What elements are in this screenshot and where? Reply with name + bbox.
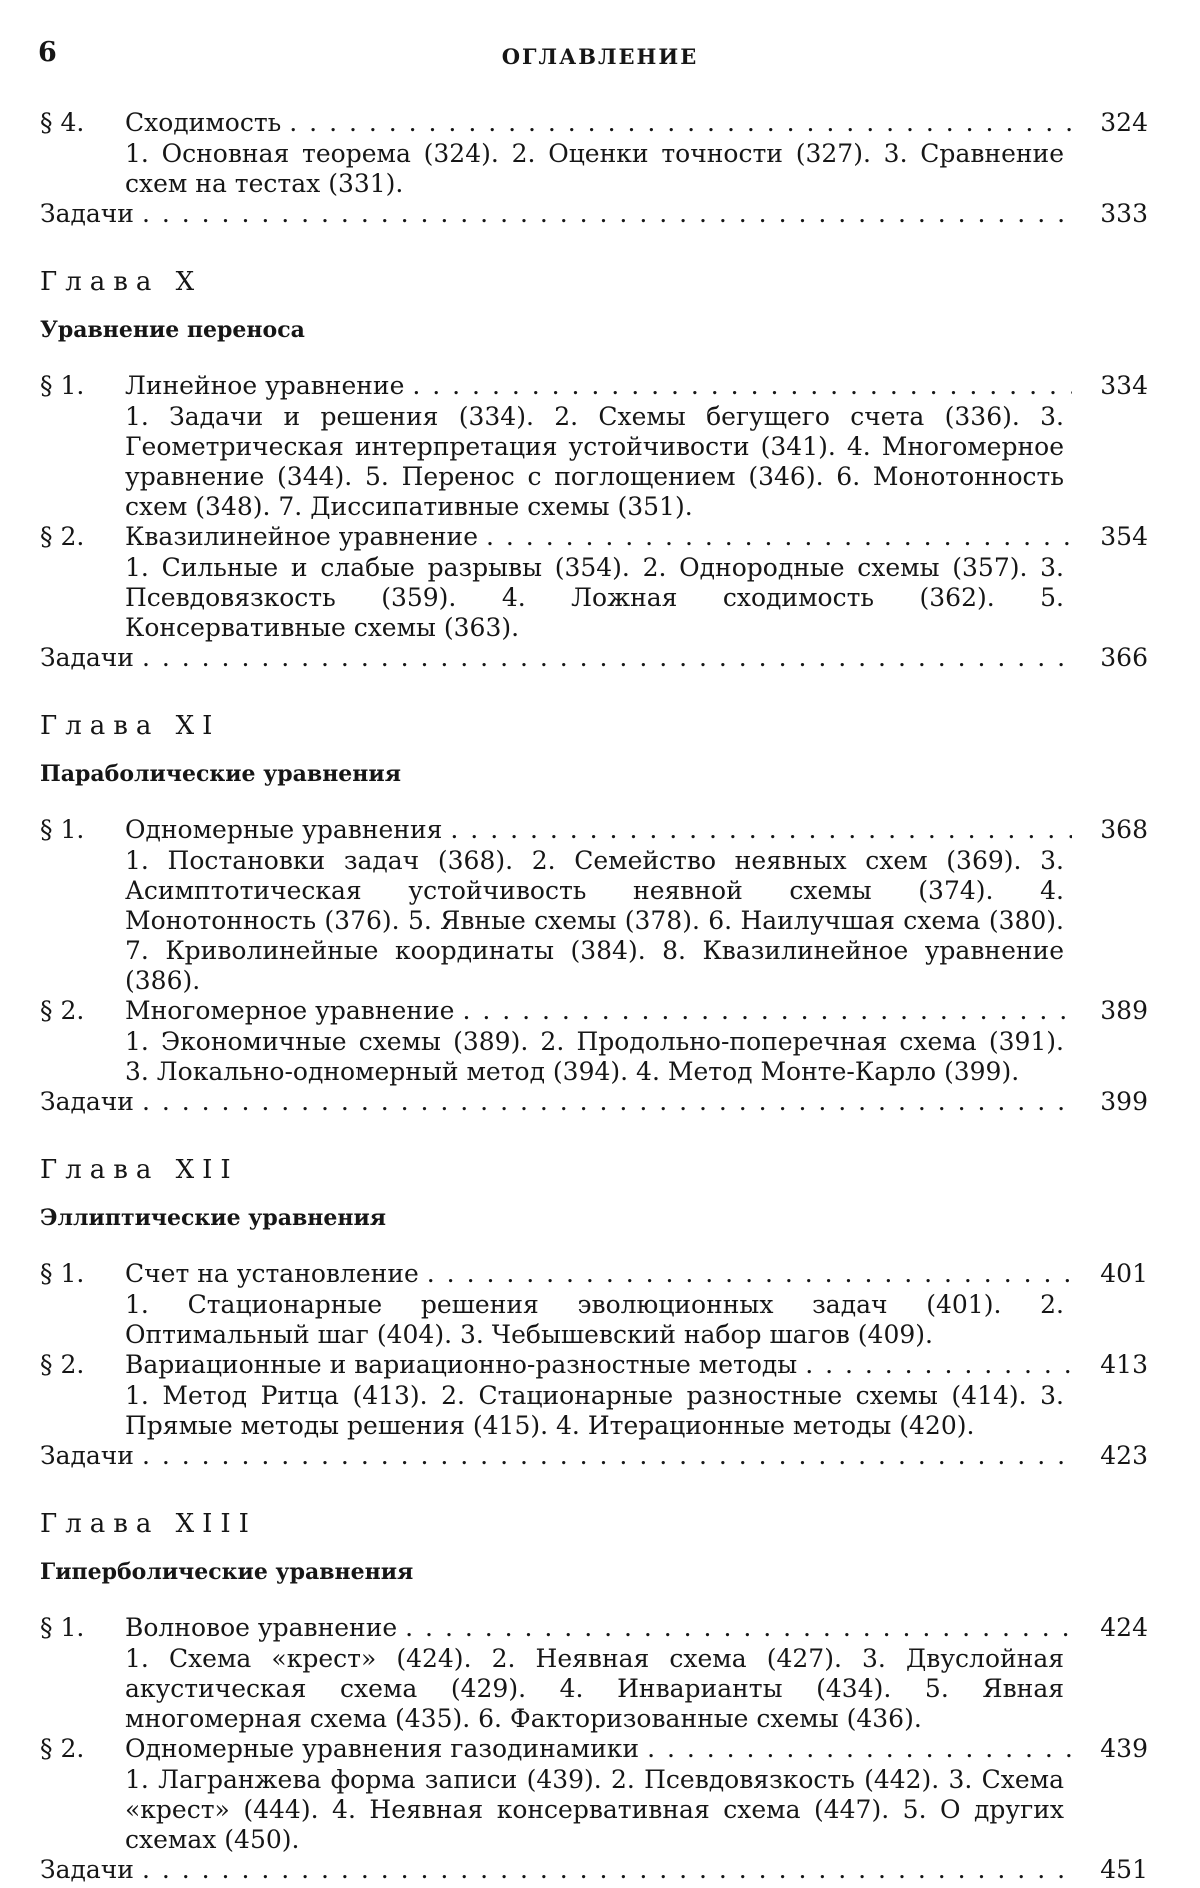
chapter-title: Гиперболические уравнения	[40, 1559, 414, 1585]
toc-section-row	[40, 1613, 1148, 1643]
section-page: 389	[1100, 996, 1148, 1025]
chapter-title: Параболические уравнения	[40, 761, 401, 787]
section-page: 324	[1100, 108, 1148, 137]
section-number: § 1.	[40, 371, 85, 400]
toc-chapter	[40, 1509, 1148, 1885]
tasks-page: 423	[1100, 1441, 1148, 1470]
toc-section-row	[40, 815, 1148, 845]
toc-section-row	[40, 1350, 1148, 1380]
dot-leader	[419, 1259, 1072, 1289]
toc-tasks-row	[40, 1441, 1148, 1471]
section-number: § 4.	[40, 108, 85, 137]
dot-leader	[397, 1613, 1072, 1643]
toc-section	[40, 1734, 1148, 1855]
chapter-title: Уравнение переноса	[40, 317, 305, 343]
section-number: § 2.	[40, 996, 85, 1025]
toc-section-row	[40, 522, 1148, 552]
toc-tasks-row	[40, 643, 1148, 673]
section-number: § 2.	[40, 1350, 85, 1379]
section-items: 1. Постановки задач (368). 2. Семейство неявных схем (369). 3. Асимптотическая устойчивость неявной схемы (374). 4. Монотонность (376). 5. Явные схемы (378). 6. Наилучшая схема (380). 7. Криволинейные координаты (384). 8. Квазилинейное уравнение (386).	[125, 846, 1064, 995]
section-title: Вариационные и вариационно-разностные методы	[125, 1350, 798, 1379]
toc-tasks-row	[40, 1855, 1148, 1885]
dot-leader	[442, 815, 1072, 845]
chapter-label: Глава XIII	[40, 1509, 257, 1539]
section-page: 413	[1100, 1350, 1148, 1379]
chapter-label: Глава XII	[40, 1155, 239, 1185]
toc-section-row	[40, 371, 1148, 401]
toc-section	[40, 996, 1148, 1087]
section-title: Многомерное уравнение	[125, 996, 455, 1025]
toc-section	[40, 1259, 1148, 1350]
tasks-label: Задачи	[40, 1441, 134, 1470]
toc-chapter	[40, 1155, 1148, 1471]
section-title: Одномерные уравнения	[125, 815, 443, 844]
section-number: § 1.	[40, 1613, 85, 1642]
toc-section	[40, 1613, 1148, 1734]
dot-leader	[404, 371, 1072, 401]
dot-leader	[797, 1350, 1072, 1380]
section-number: § 1.	[40, 815, 85, 844]
toc-section	[40, 1350, 1148, 1441]
dot-leader	[134, 1087, 1072, 1117]
section-page: 424	[1100, 1613, 1148, 1642]
section-title: Одномерные уравнения газодинамики	[125, 1734, 640, 1763]
page-number: 6	[38, 37, 57, 68]
section-page: 354	[1100, 522, 1148, 551]
dot-leader	[478, 522, 1072, 552]
section-items: 1. Основная теорема (324). 2. Оценки точности (327). 3. Сравнение схем на тестах (331).	[125, 139, 1064, 198]
section-title: Квазилинейное уравнение	[125, 522, 479, 551]
section-number: § 2.	[40, 522, 85, 551]
section-items: 1. Стационарные решения эволюционных задач (401). 2. Оптимальный шаг (404). 3. Чебышевский набор шагов (409).	[125, 1290, 1064, 1349]
chapter-title: Эллиптические уравнения	[40, 1205, 387, 1231]
section-title: Счет на установление	[125, 1259, 419, 1288]
tasks-page: 366	[1100, 643, 1148, 672]
tasks-label: Задачи	[40, 1087, 134, 1116]
section-number: § 2.	[40, 1734, 85, 1763]
dot-leader	[134, 199, 1072, 229]
tasks-label: Задачи	[40, 199, 134, 228]
toc-section-row	[40, 996, 1148, 1026]
running-title: ОГЛАВЛЕНИЕ	[501, 44, 699, 69]
toc-section-row	[40, 108, 1148, 138]
section-page: 439	[1100, 1734, 1148, 1763]
dot-leader	[134, 1441, 1072, 1471]
chapter-label: Глава X	[40, 267, 203, 297]
toc-tasks-row	[40, 1087, 1148, 1117]
section-number: § 1.	[40, 1259, 85, 1288]
toc-tasks-row	[40, 199, 1148, 229]
section-items: 1. Задачи и решения (334). 2. Схемы бегущего счета (336). 3. Геометрическая интерпретация устойчивости (341). 4. Многомерное уравнение (344). 5. Перенос с поглощением (346). 6. Монотонность схем (348). 7. Диссипативные схемы (351).	[125, 402, 1064, 521]
table-of-contents	[40, 108, 1148, 1885]
dot-leader	[454, 996, 1072, 1026]
tasks-label: Задачи	[40, 1855, 134, 1884]
section-items: 1. Схема «крест» (424). 2. Неявная схема (427). 3. Двуслойная акустическая схема (429). 4. Инварианты (434). 5. Явная многомерная схема (435). 6. Факторизованные схемы (436).	[125, 1644, 1064, 1733]
section-page: 368	[1100, 815, 1148, 844]
toc-chapter	[40, 267, 1148, 673]
tasks-page: 451	[1100, 1855, 1148, 1884]
section-items: 1. Метод Ритца (413). 2. Стационарные разностные схемы (414). 3. Прямые методы решения (415). 4. Итерационные методы (420).	[125, 1381, 1064, 1440]
section-items: 1. Лагранжева форма записи (439). 2. Псевдовязкость (442). 3. Схема «крест» (444). 4. Неявная консервативная схема (447). 5. О других схемах (450).	[125, 1765, 1064, 1854]
dot-leader	[639, 1734, 1072, 1764]
section-page: 334	[1100, 371, 1148, 400]
toc-section	[40, 108, 1148, 199]
toc-chapter	[40, 711, 1148, 1117]
toc-section	[40, 371, 1148, 522]
section-title: Линейное уравнение	[125, 371, 405, 400]
dot-leader	[134, 1855, 1072, 1885]
section-items: 1. Сильные и слабые разрывы (354). 2. Однородные схемы (357). 3. Псевдовязкость (359). 4. Ложная сходимость (362). 5. Консервативные схемы (363).	[125, 553, 1064, 642]
tasks-page: 333	[1100, 199, 1148, 228]
chapter-label: Глава XI	[40, 711, 221, 741]
dot-leader	[134, 643, 1072, 673]
tasks-page: 399	[1100, 1087, 1148, 1116]
section-title: Сходимость	[125, 108, 282, 137]
tasks-label: Задачи	[40, 643, 134, 672]
toc-section-row	[40, 1259, 1148, 1289]
toc-section-row	[40, 1734, 1148, 1764]
dot-leader	[281, 108, 1072, 138]
section-page: 401	[1100, 1259, 1148, 1288]
section-title: Волновое уравнение	[125, 1613, 398, 1642]
section-items: 1. Экономичные схемы (389). 2. Продольно-поперечная схема (391). 3. Локально-одномерный метод (394). 4. Метод Монте-Карло (399).	[125, 1027, 1064, 1086]
toc-section	[40, 522, 1148, 643]
toc-section	[40, 815, 1148, 996]
